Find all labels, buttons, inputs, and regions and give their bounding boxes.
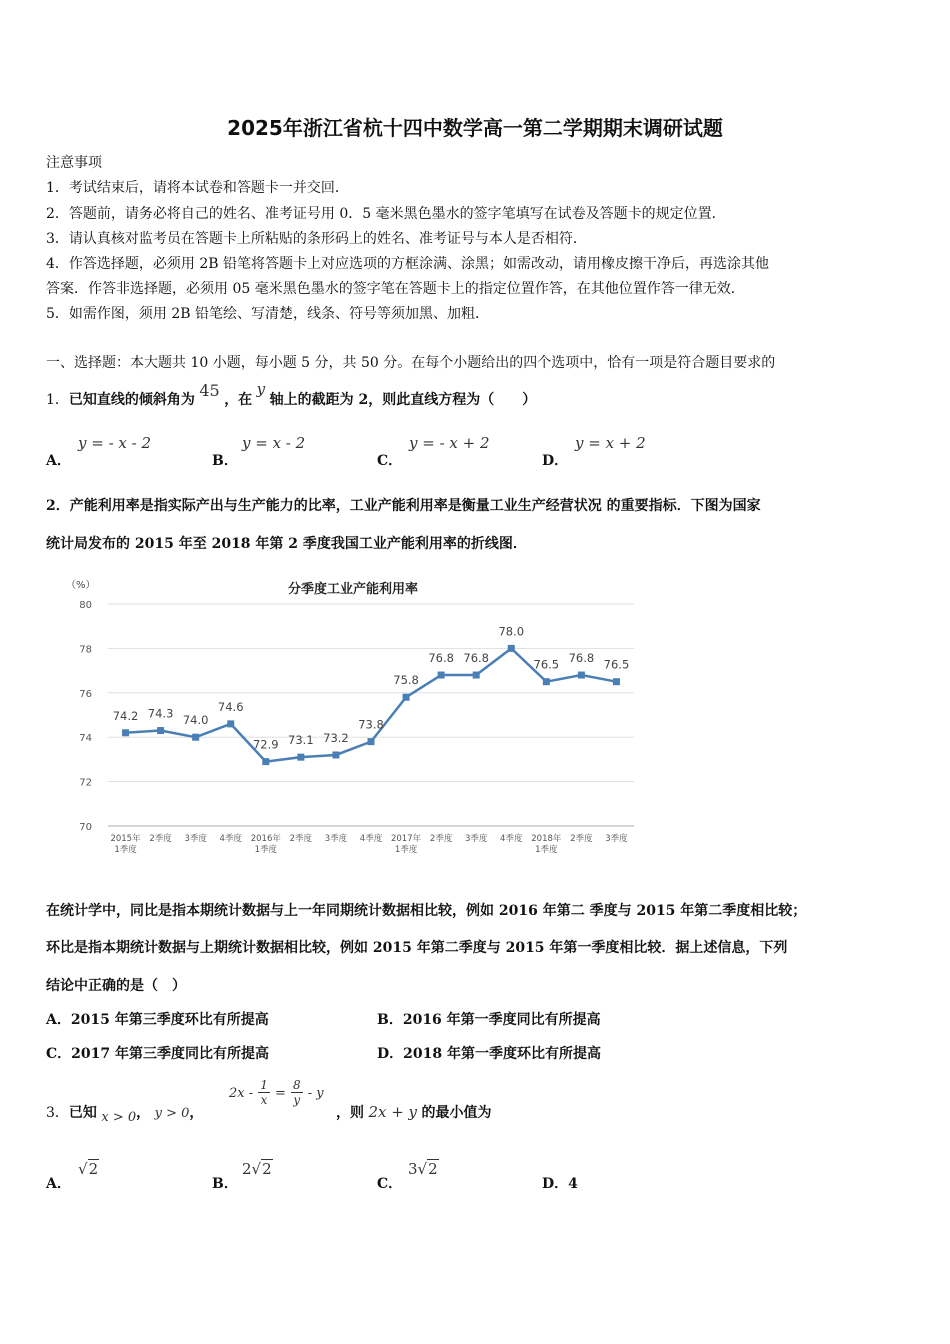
y-tick-label: 78 bbox=[79, 644, 92, 656]
q3-fraction-2 bbox=[291, 1078, 303, 1107]
x-tick-label: 1季度 bbox=[254, 845, 278, 855]
x-tick-label: 2季度 bbox=[149, 834, 172, 844]
notice-heading: 注意事项 bbox=[46, 155, 102, 171]
q3-option-c-label: C． bbox=[377, 1176, 403, 1192]
data-label: 76.8 bbox=[568, 651, 595, 666]
q3-fraction-1 bbox=[258, 1078, 270, 1107]
x-tick-label: 3季度 bbox=[184, 834, 207, 844]
chart-unit-label: （%） bbox=[66, 580, 96, 591]
x-tick-label: 1季度 bbox=[114, 845, 137, 855]
chart-y-axis bbox=[79, 600, 92, 833]
section-heading: 一、选择题：本大题共 10 小题，每小题 5 分，共 50 分。在每个小题给出的四个选项中，恰有一项是符合题目要求的 bbox=[46, 355, 776, 371]
q3-eq-mid: = bbox=[274, 1086, 286, 1101]
data-point bbox=[543, 678, 550, 685]
q3-option-b-coef: 2 bbox=[242, 1160, 252, 1178]
q3-option-c-radicand: 2 bbox=[428, 1160, 438, 1178]
q3-eq-right: - y bbox=[307, 1086, 324, 1101]
x-tick-label: 2015年 bbox=[110, 834, 141, 844]
q1-mid: ，在 bbox=[224, 392, 253, 408]
q3-f1-num: 1 bbox=[260, 1078, 268, 1092]
notice-item: 4．作答选择题，必须用 2B 铅笔将答题卡上对应选项的方框涂满、涂黑；如需改动，请用橡皮擦干净后，再选涂其他 bbox=[46, 256, 769, 272]
notice-item: 答案．作答非选择题，必须用 05 毫米黑色墨水的签字笔在答题卡上的指定位置作答，在其他位置作答一律无效． bbox=[46, 281, 745, 297]
data-label: 73.8 bbox=[358, 717, 384, 732]
data-point bbox=[297, 754, 304, 761]
q2-option-b: B．2016 年第一季度同比有所提高 bbox=[377, 1012, 601, 1028]
x-tick-label: 2016年 bbox=[250, 834, 281, 844]
data-label: 76.5 bbox=[603, 657, 630, 672]
data-point bbox=[368, 738, 375, 745]
x-tick-label: 1季度 bbox=[394, 845, 418, 855]
q2-text-5: 结论中正确的是（ ） bbox=[46, 978, 186, 994]
data-point bbox=[122, 729, 129, 736]
q3-tail bbox=[336, 1102, 492, 1122]
data-label: 74.2 bbox=[112, 708, 139, 723]
q3-f2-num: 8 bbox=[292, 1078, 301, 1092]
q1-option-c-label: C． bbox=[377, 453, 403, 469]
data-point bbox=[438, 672, 445, 679]
data-point bbox=[613, 678, 620, 685]
q3-sep: ， bbox=[136, 1105, 151, 1121]
capacity-utilization-line-chart bbox=[64, 568, 640, 862]
x-tick-label: 2017年 bbox=[390, 834, 422, 844]
x-tick-label: 2018年 bbox=[531, 834, 562, 844]
x-tick-label: 2季度 bbox=[289, 834, 313, 844]
x-tick-label: 4季度 bbox=[359, 834, 383, 844]
q2-option-c: C．2017 年第三季度同比有所提高 bbox=[46, 1046, 269, 1062]
data-point bbox=[192, 734, 199, 741]
x-tick-label: 2季度 bbox=[570, 834, 593, 844]
y-tick-label: 76 bbox=[79, 688, 92, 700]
data-label: 74.0 bbox=[182, 713, 209, 728]
chart-x-axis bbox=[108, 826, 634, 855]
data-point bbox=[508, 645, 515, 652]
q1-option-b-label: B． bbox=[212, 453, 238, 469]
q3-number: 3． bbox=[46, 1105, 69, 1121]
y-tick-label: 74 bbox=[79, 733, 92, 745]
q3-condition-x: x > 0 bbox=[101, 1110, 137, 1125]
q3-sep-2: ， bbox=[189, 1105, 204, 1121]
q1-number: 1． bbox=[46, 392, 69, 408]
data-label: 72.9 bbox=[252, 737, 279, 752]
x-tick-label: 3季度 bbox=[464, 834, 488, 844]
y-tick-label: 80 bbox=[79, 600, 92, 611]
data-label: 76.5 bbox=[533, 657, 560, 672]
q3-option-a-expr: √2 bbox=[78, 1160, 99, 1178]
y-tick-label: 70 bbox=[79, 822, 92, 833]
notice-item: 1．考试结束后，请将本试卷和答题卡一并交回． bbox=[46, 180, 349, 196]
q3-option-c-expr: 3√2 bbox=[408, 1160, 438, 1178]
data-label: 74.6 bbox=[217, 699, 244, 714]
q2-text-3: 在统计学中，同比是指本期统计数据与上一年同期统计数据相比较，例如 2016 年第二 季度与 2015 年第二季度相比较； bbox=[46, 903, 807, 919]
x-tick-label: 2季度 bbox=[429, 834, 453, 844]
q1-post: 轴上的截距为 2，则此直线方程为（ ） bbox=[269, 392, 537, 408]
x-tick-label: 4季度 bbox=[500, 834, 523, 844]
q1-option-d-label: D． bbox=[542, 453, 569, 469]
q3-f2-den: y bbox=[293, 1093, 301, 1107]
q1-pre: 已知直线的倾斜角为 bbox=[68, 392, 195, 408]
q1-option-b-expr: y = x - 2 bbox=[242, 434, 306, 452]
data-label: 78.0 bbox=[498, 624, 525, 639]
data-point bbox=[403, 694, 410, 701]
data-point bbox=[578, 672, 585, 679]
q3-option-d-text: 4 bbox=[568, 1176, 578, 1192]
q3-target: 2x + y bbox=[368, 1103, 418, 1121]
q3-option-d bbox=[542, 1173, 578, 1193]
data-label: 73.1 bbox=[288, 733, 314, 748]
y-tick-label: 72 bbox=[79, 777, 92, 789]
data-point bbox=[332, 751, 339, 758]
q1-option-c-expr: y = - x + 2 bbox=[409, 434, 490, 452]
data-point bbox=[227, 720, 234, 727]
q1-option-a-expr: y = - x - 2 bbox=[78, 434, 152, 452]
q2-text-1: 2．产能利用率是指实际产出与生产能力的比率，工业产能利用率是衡量工业生产经营状况 的重要指标．下图为国家 bbox=[46, 498, 761, 514]
q3-option-b-radicand: 2 bbox=[262, 1160, 272, 1178]
q3-post: 的最小值为 bbox=[421, 1105, 492, 1121]
notice-item: 2．答题前，请务必将自己的姓名、准考证号用 0．5 毫米黑色墨水的签字笔填写在试卷及答题卡的规定位置． bbox=[46, 206, 726, 222]
q3-f1-den: x bbox=[260, 1093, 268, 1107]
q1-option-d-expr: y = x + 2 bbox=[575, 434, 646, 452]
q3-equation bbox=[229, 1078, 324, 1107]
question-3 bbox=[46, 1102, 204, 1125]
q3-option-b-label: B． bbox=[212, 1176, 238, 1192]
q2-text-2: 统计局发布的 2015 年至 2018 年第 2 季度我国工业产能利用率的折线图． bbox=[46, 536, 527, 552]
q3-option-c-coef: 3 bbox=[408, 1160, 418, 1178]
x-tick-label: 4季度 bbox=[219, 834, 242, 844]
x-tick-label: 3季度 bbox=[324, 834, 348, 844]
q3-option-d-label: D． bbox=[542, 1176, 569, 1192]
data-point bbox=[262, 758, 269, 765]
notice-item: 5．如需作图，须用 2B 铅笔绘、写清楚，线条、符号等须加黑、加粗． bbox=[46, 306, 490, 322]
data-label: 74.3 bbox=[147, 706, 174, 721]
data-label: 76.8 bbox=[428, 651, 454, 666]
question-1 bbox=[46, 380, 537, 409]
q3-pre: 已知 bbox=[68, 1105, 97, 1121]
q1-axis: y bbox=[256, 380, 266, 398]
x-tick-label: 1季度 bbox=[535, 845, 558, 855]
q2-text-4: 环比是指本期统计数据与上期统计数据相比较，例如 2015 年第二季度与 2015 年第一季度相比较．据上述信息，下列 bbox=[46, 940, 788, 956]
q1-option-a-label: A． bbox=[46, 453, 71, 469]
x-tick-label: 3季度 bbox=[605, 834, 628, 844]
q1-angle: 45 bbox=[199, 381, 220, 400]
data-label: 75.8 bbox=[393, 673, 419, 688]
data-label: 73.2 bbox=[323, 730, 349, 745]
q3-option-a-radicand: 2 bbox=[88, 1160, 99, 1178]
notice-item: 3．请认真核对监考员在答题卡上所粘贴的条形码上的姓名、准考证号与本人是否相符． bbox=[46, 231, 587, 247]
page-title: 2025年浙江省杭十四中数学高一第二学期期末调研试题 bbox=[227, 116, 723, 140]
data-point bbox=[473, 672, 480, 679]
data-point bbox=[157, 727, 164, 734]
data-label: 76.8 bbox=[463, 651, 490, 666]
q3-option-b-expr: 2√2 bbox=[242, 1160, 272, 1178]
chart-data-labels bbox=[113, 624, 630, 751]
q3-option-a-label: A． bbox=[46, 1176, 71, 1192]
q2-option-a: A．2015 年第三季度环比有所提高 bbox=[46, 1012, 269, 1028]
q3-condition-y: y > 0 bbox=[154, 1106, 190, 1121]
q2-option-d: D．2018 年第一季度环比有所提高 bbox=[377, 1046, 601, 1062]
q3-eq-left: 2x - bbox=[229, 1086, 254, 1101]
q3-then: ，则 bbox=[336, 1105, 364, 1121]
chart-title: 分季度工业产能利用率 bbox=[288, 582, 419, 597]
